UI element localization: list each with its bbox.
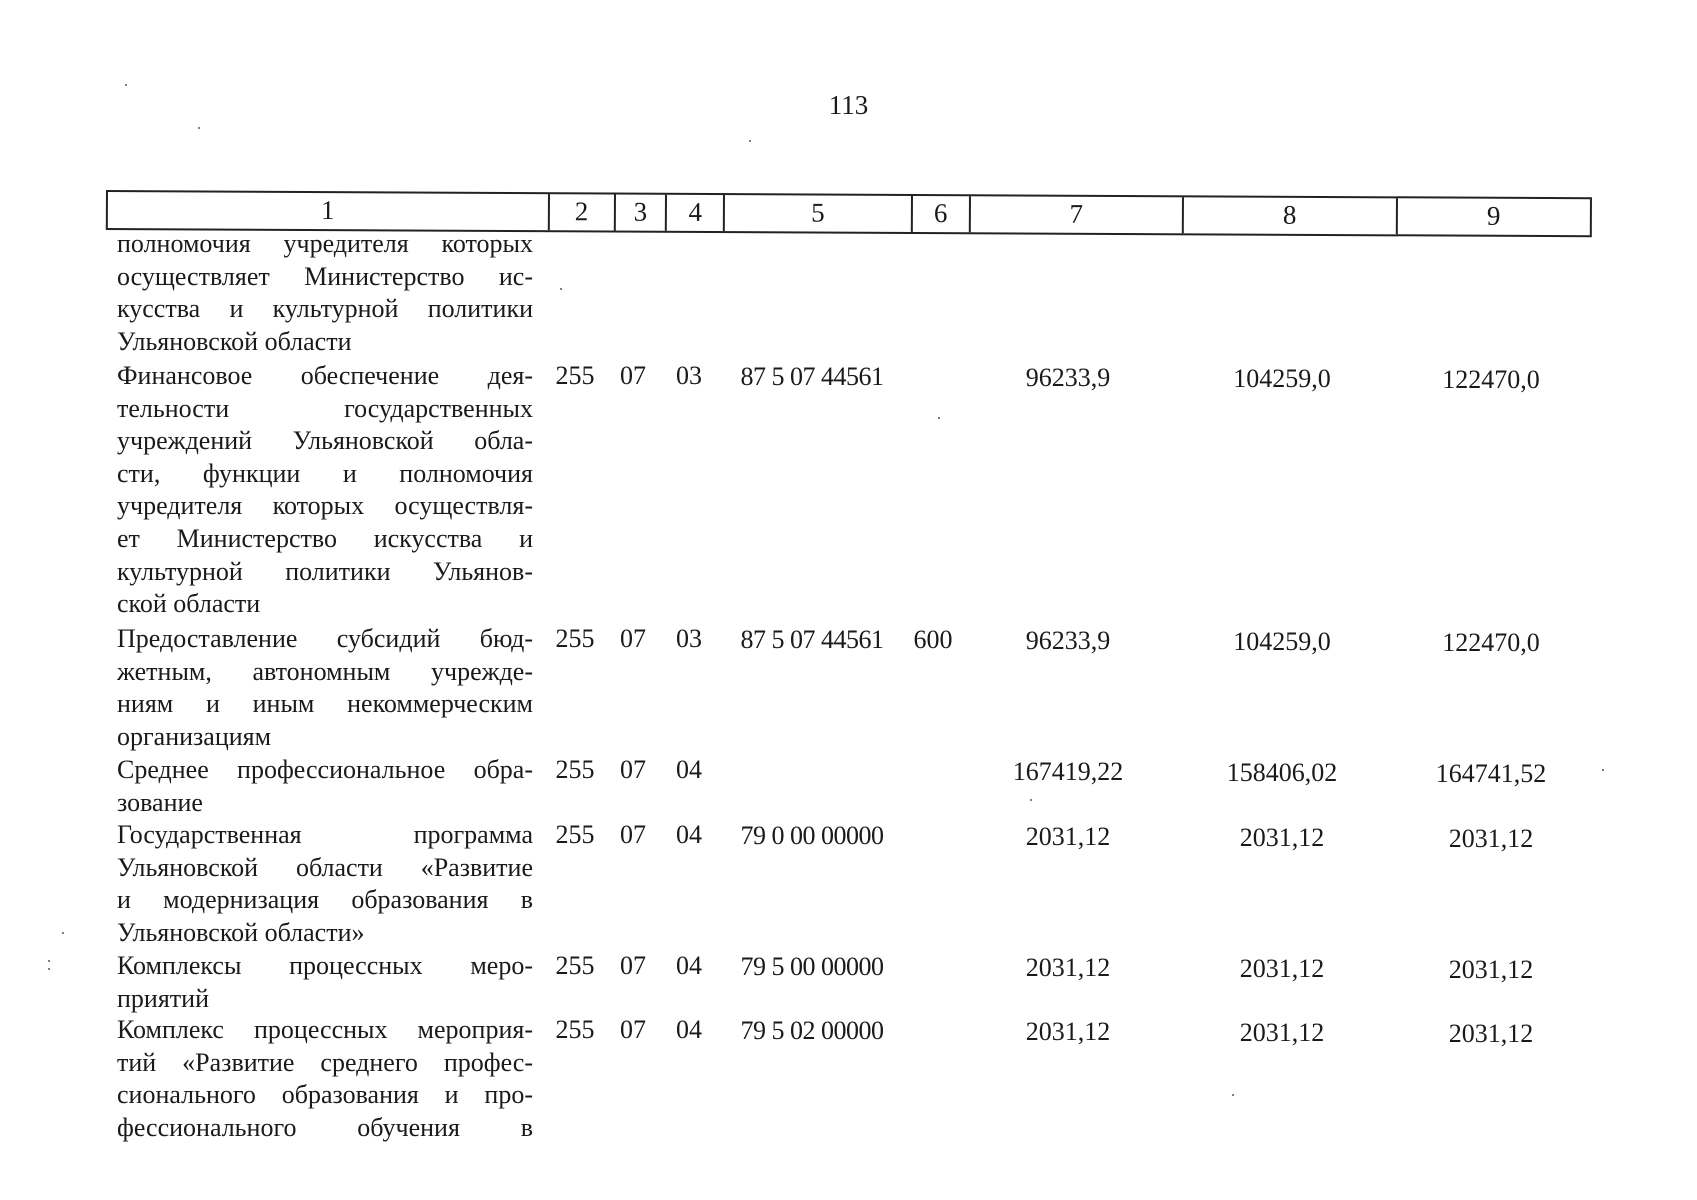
cell-col-3: 07: [620, 951, 646, 980]
cell-col-3: 07: [620, 624, 646, 653]
scan-speck: [749, 140, 751, 142]
cell-col-8: 2031,12: [1239, 823, 1325, 852]
description-line: Финансовое обеспечение дея-: [117, 361, 533, 390]
cell-col-5: 87 5 07 44561: [740, 362, 884, 391]
cell-col-4: 03: [676, 361, 702, 390]
cell-col-7: 96233,9: [1025, 626, 1111, 655]
cell-col-7: 2031,12: [1025, 822, 1111, 851]
header-col-7: 7: [970, 196, 1184, 233]
description-line: организациям: [117, 721, 272, 751]
header-col-2: 2: [550, 194, 616, 230]
description-line: осуществляет Министерство ис-: [117, 261, 533, 291]
scan-speck: [198, 127, 200, 129]
row-description: [117, 623, 533, 753]
row-description: [117, 1014, 533, 1144]
cell-col-6: 600: [913, 625, 953, 654]
cell-col-2: 255: [555, 951, 595, 980]
cell-col-9: 122470,0: [1442, 365, 1540, 394]
description-line: полномочия учредителя которых: [117, 229, 533, 258]
description-line: и модернизация образования в: [117, 885, 533, 915]
cell-col-4: 04: [676, 951, 702, 980]
cell-col-7: 167419,22: [1012, 757, 1124, 786]
cell-col-9: 2031,12: [1448, 824, 1534, 853]
description-line: Государственная программа: [117, 820, 533, 849]
cell-col-9: 2031,12: [1448, 955, 1534, 984]
description-line: кусства и культурной политики: [117, 294, 533, 324]
header-col-8: 8: [1184, 197, 1398, 234]
description-line: Предоставление субсидий бюд-: [117, 624, 533, 653]
cell-col-7: 2031,12: [1025, 1017, 1111, 1046]
description-line: Среднее профессиональное обра-: [117, 755, 533, 784]
cell-col-3: 07: [620, 755, 646, 784]
cell-col-8: 2031,12: [1239, 954, 1325, 983]
cell-col-2: 255: [555, 361, 595, 390]
description-line: ет Министерство искусства и: [117, 523, 533, 553]
description-line: учреждений Ульяновской обла-: [117, 426, 533, 456]
cell-col-2: 255: [555, 1015, 595, 1044]
description-line: тий «Развитие среднего профес-: [117, 1047, 533, 1077]
description-line: приятий: [117, 983, 209, 1013]
cell-col-8: 104259,0: [1233, 627, 1331, 656]
description-line: фессионального обучения в: [117, 1112, 533, 1142]
cell-col-8: 2031,12: [1239, 1018, 1325, 1047]
cell-col-4: 04: [676, 755, 702, 784]
scan-speck: [1602, 769, 1604, 771]
cell-col-2: 255: [555, 820, 595, 849]
description-line: жетным, автономным учрежде-: [117, 656, 533, 686]
cell-col-3: 07: [620, 1015, 646, 1044]
cell-col-5: 79 5 02 00000: [740, 1016, 884, 1045]
cell-col-9: 164741,52: [1435, 759, 1547, 788]
cell-col-2: 255: [555, 624, 595, 653]
cell-col-7: 96233,9: [1025, 363, 1111, 392]
scan-speck: [48, 968, 50, 970]
description-line: сти, функции и полномочия: [117, 458, 533, 488]
cell-col-2: 255: [555, 755, 595, 784]
description-line: учредителя которых осуществля-: [117, 491, 533, 521]
scan-speck: [1232, 1094, 1234, 1096]
description-line: культурной политики Ульянов-: [117, 556, 533, 586]
description-line: Комплекс процессных мероприя-: [117, 1015, 533, 1044]
description-line: Ульяновской области «Развитие: [117, 852, 533, 882]
header-col-4: 4: [667, 195, 725, 231]
description-line: ниям и иным некоммерческим: [117, 689, 533, 719]
scan-speck: [560, 288, 562, 290]
header-col-9: 9: [1486, 200, 1501, 231]
scan-speck: [48, 960, 50, 962]
row-description: [117, 228, 533, 358]
cell-col-8: 158406,02: [1226, 758, 1338, 787]
scan-speck: [1030, 799, 1032, 801]
header-col-6: 6: [913, 196, 971, 232]
cell-col-4: 03: [676, 624, 702, 653]
scan-speck: [938, 417, 940, 419]
cell-col-3: 07: [620, 361, 646, 390]
description-line: ской области: [117, 589, 261, 619]
description-line: Ульяновской области»: [117, 917, 365, 947]
scan-speck: [125, 84, 127, 86]
cell-col-7: 2031,12: [1025, 953, 1111, 982]
description-line: тельности государственных: [117, 393, 533, 423]
cell-col-5: 87 5 07 44561: [740, 625, 884, 654]
page-number: 113: [828, 90, 869, 120]
description-line: сионального образования и про-: [117, 1080, 533, 1110]
cell-col-8: 104259,0: [1233, 364, 1331, 393]
row-description: [117, 360, 533, 621]
cell-col-9: 2031,12: [1448, 1019, 1534, 1048]
cell-col-3: 07: [620, 820, 646, 849]
cell-col-5: 79 5 00 00000: [740, 952, 884, 981]
scan-speck: [62, 932, 64, 934]
cell-col-9: 122470,0: [1442, 628, 1540, 657]
row-description: [117, 819, 533, 949]
description-line: Комплексы процессных меро-: [117, 951, 533, 980]
header-col-1: 1: [108, 192, 550, 230]
cell-col-4: 04: [676, 820, 702, 849]
header-col-3: 3: [615, 194, 667, 230]
header-col-5: 5: [725, 195, 913, 232]
description-line: зование: [117, 787, 203, 817]
cell-col-5: 79 0 00 00000: [740, 821, 884, 850]
row-description: [117, 754, 533, 819]
cell-col-4: 04: [676, 1015, 702, 1044]
row-description: [117, 950, 533, 1015]
description-line: Ульяновской области: [117, 326, 352, 356]
